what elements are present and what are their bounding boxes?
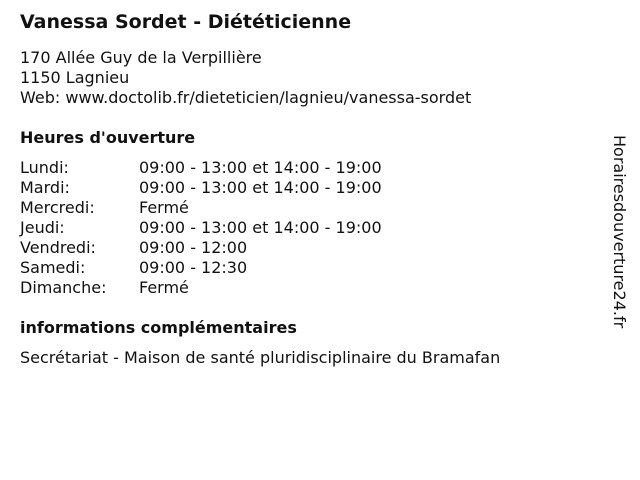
day-hours: 09:00 - 12:00 (139, 238, 248, 257)
day-label: Samedi: (20, 258, 86, 277)
day-label: Dimanche: (20, 278, 107, 297)
business-name: Vanessa Sordet - Diététicienne (20, 11, 352, 33)
day-hours: 09:00 - 13:00 et 14:00 - 19:00 (139, 218, 382, 237)
day-label: Mercredi: (20, 198, 95, 217)
hours-table (20, 158, 600, 298)
hours-row-vendredi (20, 238, 600, 258)
day-label: Jeudi: (20, 218, 65, 237)
info-text: Secrétariat - Maison de santé pluridisciplinaire du Bramafan (20, 348, 501, 367)
day-hours: Fermé (139, 278, 189, 297)
address-street: 170 Allée Guy de la Verpillière (20, 48, 262, 67)
day-hours: 09:00 - 13:00 et 14:00 - 19:00 (139, 158, 382, 177)
hours-row-dimanche (20, 278, 600, 298)
hours-row-mardi (20, 178, 600, 198)
day-label: Vendredi: (20, 238, 96, 257)
day-hours: 09:00 - 12:30 (139, 258, 248, 277)
hours-heading: Heures d'ouverture (20, 128, 196, 147)
website-link[interactable]: Web: www.doctolib.fr/dieteticien/lagnieu/vanessa-sordet (20, 88, 472, 107)
site-watermark: Horairesdouverture24.fr (610, 135, 629, 329)
day-hours: 09:00 - 13:00 et 14:00 - 19:00 (139, 178, 382, 197)
day-hours: Fermé (139, 198, 189, 217)
hours-row-lundi (20, 158, 600, 178)
address-city: 1150 Lagnieu (20, 68, 130, 87)
hours-row-samedi (20, 258, 600, 278)
day-label: Mardi: (20, 178, 70, 197)
hours-row-jeudi (20, 218, 600, 238)
info-heading: informations complémentaires (20, 318, 297, 337)
hours-row-mercredi (20, 198, 600, 218)
business-card (20, 8, 600, 368)
address-block (20, 48, 600, 108)
day-label: Lundi: (20, 158, 69, 177)
